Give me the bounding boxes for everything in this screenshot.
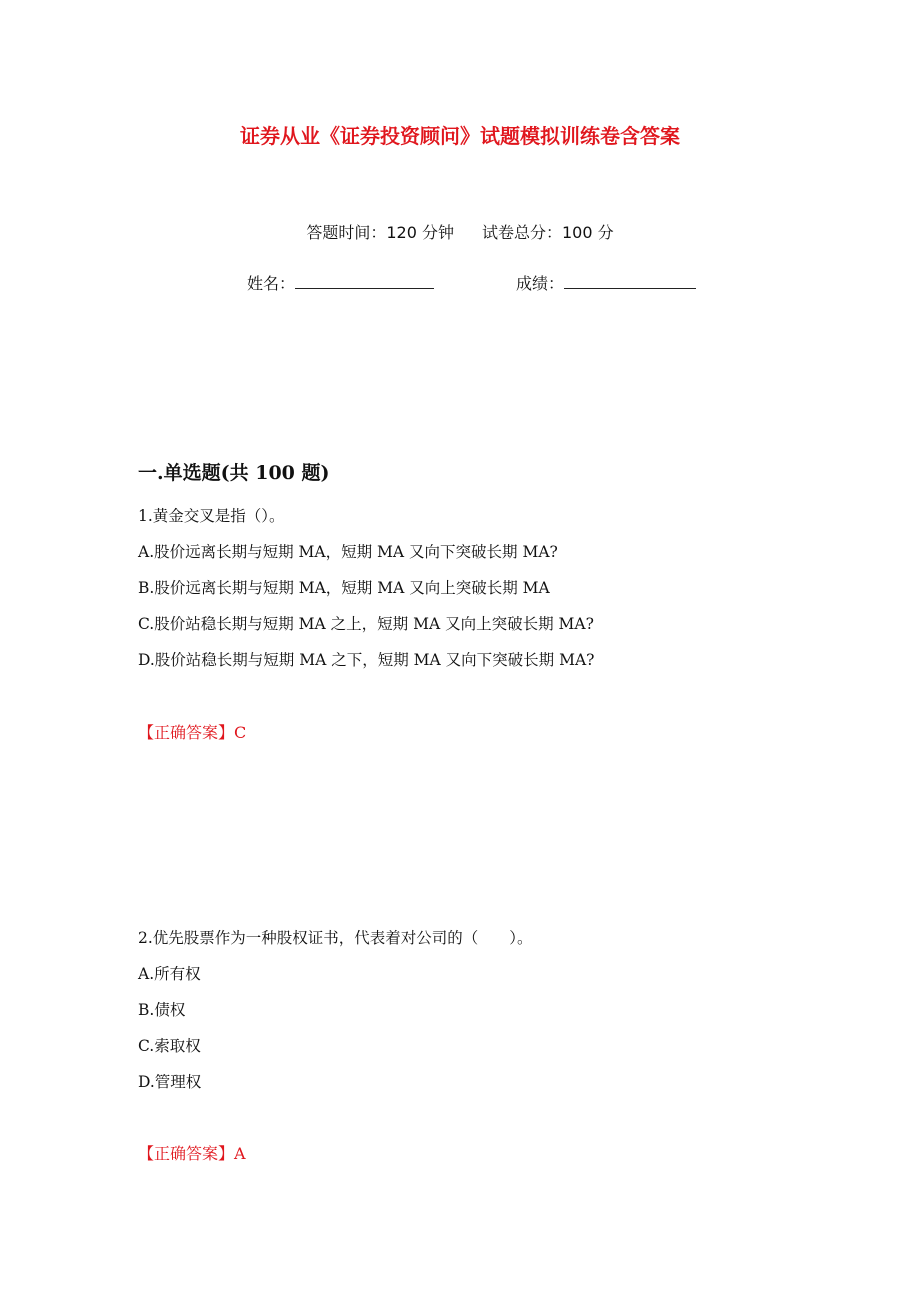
exam-info-row [0, 221, 920, 245]
document-title: 证券从业《证券投资顾问》试题模拟训练卷含答案 [240, 124, 680, 148]
question-option: C.索取权 [138, 1037, 201, 1055]
grade-label: 成绩： [516, 274, 565, 293]
question-option: C.股价站稳长期与短期 MA 之上，短期 MA 又向上突破长期 MA? [138, 615, 594, 633]
question-stem: 1.黄金交叉是指（）。 [138, 507, 285, 525]
name-label: 姓名： [247, 274, 296, 293]
question-option: B.股价远离长期与短期 MA，短期 MA 又向上突破长期 MA [138, 579, 550, 597]
exam-total-score: 试卷总分：100 分 [482, 223, 614, 242]
question-option: D.股价站稳长期与短期 MA 之下，短期 MA 又向下突破长期 MA? [138, 651, 595, 669]
name-blank-line [295, 270, 434, 289]
grade-blank-line [564, 270, 696, 289]
exam-time: 答题时间：120 分钟 [306, 223, 454, 242]
section-heading: 一.单选题(共 100 题) [138, 462, 330, 484]
name-field [247, 270, 434, 296]
question-option: D.管理权 [138, 1073, 202, 1091]
correct-answer: 【正确答案】A [138, 1144, 246, 1163]
question-option: A.股价远离长期与短期 MA，短期 MA 又向下突破长期 MA? [138, 543, 558, 561]
correct-answer: 【正确答案】C [138, 723, 247, 742]
grade-field [516, 270, 696, 296]
question-option: A.所有权 [138, 965, 201, 983]
question-option: B.债权 [138, 1001, 186, 1019]
question-stem: 2.优先股票作为一种股权证书，代表着对公司的（ ）。 [138, 929, 533, 947]
